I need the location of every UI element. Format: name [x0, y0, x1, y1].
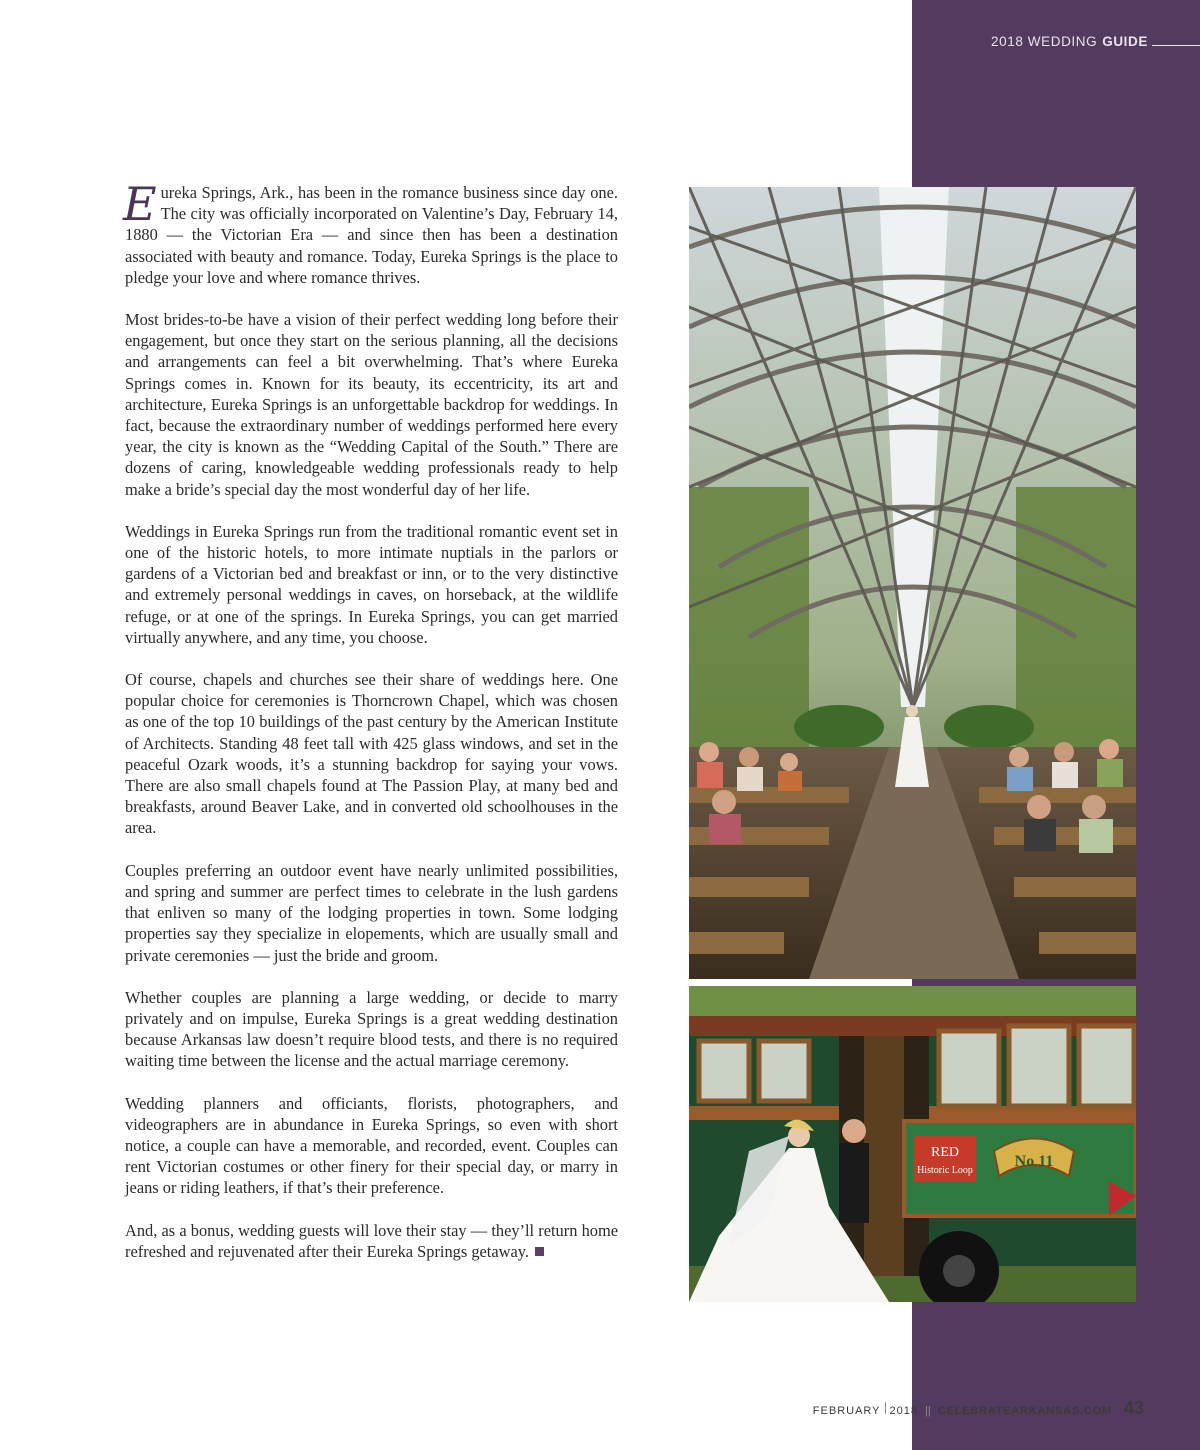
guide-title-prefix: 2018 WEDDING — [991, 34, 1098, 49]
article-paragraph-6: Whether couples are planning a large wedding, or decide to marry privately and on impulse, Eureka Springs is a great wedding destination because Arkansas law doesn’t require blood tests, and there is no required waiting time between the license and the actual marriage ceremony. — [125, 987, 618, 1071]
page-footer — [813, 1398, 1144, 1419]
trolley-sign-line-1: RED — [931, 1145, 959, 1160]
trolley-wedding-photo — [689, 986, 1136, 1302]
thorncrown-chapel-photo — [689, 187, 1136, 979]
page-number: 43 — [1123, 1398, 1144, 1418]
article-paragraph-8 — [125, 1220, 618, 1262]
article-paragraph-2: Most brides-to-be have a vision of their perfect wedding long before their engagement, but once they start on the serious planning, all the decisions and arrangements can feel a bit overwhelming. That’s where Eureka Springs comes in. Known for its beauty, its eccentricity, its art and architecture, Eureka Springs is an unforgettable backdrop for weddings. In fact, because the extraordinary number of weddings performed here every year, the city is known as the “Wedding Capital of the South.” There are dozens of caring, knowledgeable wedding professionals ready to help make a bride’s special day the most wonderful day of her life. — [125, 310, 618, 499]
trolley-sign-line-2: Historic Loop — [917, 1165, 973, 1176]
footer-separator: || — [924, 1405, 931, 1417]
header-rule — [1152, 45, 1200, 46]
paragraph-text: And, as a bonus, wedding guests will love their stay — they’ll return home refreshed and rejuvenated after their Eureka Springs getaway. — [125, 1220, 618, 1261]
paragraph-text: ureka Springs, Ark., has been in the romance business since day one. The city was officially incorporated on Valentine’s Day, February 14, 1880 — the Victorian Era — and since then has been a destination associated with beauty and romance. Today, Eureka Springs is the place to pledge your love and where romance thrives. — [125, 183, 618, 287]
section-header — [912, 34, 1200, 49]
footer-divider — [885, 1402, 886, 1414]
footer-website: CELEBRATEARKANSAS.COM — [937, 1405, 1112, 1417]
article-paragraph-5: Couples preferring an outdoor event have nearly unlimited possibilities, and spring and summer are perfect times to celebrate in the lush gardens that enliven so many of the lodging properties in town. Some lodging properties say they specialize in elopements, which are usually small and private ceremonies — just the bride and groom. — [125, 860, 618, 965]
footer-month: FEBRUARY — [812, 1405, 881, 1417]
guide-title-bold: GUIDE — [1102, 34, 1148, 49]
trolley-number: No 11 — [1014, 1153, 1054, 1170]
article-paragraph-3: Weddings in Eureka Springs run from the traditional romantic event set in one of the historic hotels, to more intimate nuptials in the parlors or gardens of a Victorian bed and breakfast or inn, or to the very distinctive and extremely personal weddings in caves, on horseback, at the wildlife refuge, or at one of the springs. In Eureka Springs, you can get married virtually anywhere, and any time, you choose. — [125, 521, 618, 647]
article-paragraph-1 — [123, 177, 618, 288]
article-paragraph-7: Wedding planners and officiants, florists, photographers, and videographers are in abundance in Eureka Springs, so even with short notice, a couple can have a memorable, and recorded, event. Couples can rent Victorian costumes or other finery for their special day, or marry in jeans or riding leathers, if that’s their preference. — [125, 1093, 618, 1198]
footer-year: 2018 — [889, 1405, 918, 1417]
article-paragraph-4: Of course, chapels and churches see their share of weddings here. One popular choice for ceremonies is Thorncrown Chapel, which was chosen as one of the top 10 buildings of the past century by the American Institute of Architects. Standing 48 feet tall with 425 glass windows, and set in the peaceful Ozark woods, it’s a stunning backdrop for saying your vows. There are also small chapels found at The Passion Play, at many bed and breakfasts, around Beaver Lake, and in converted old schoolhouses in the area. — [125, 670, 618, 838]
drop-cap: E — [123, 177, 157, 231]
article-body — [123, 177, 618, 1283]
end-mark-icon — [535, 1247, 544, 1256]
